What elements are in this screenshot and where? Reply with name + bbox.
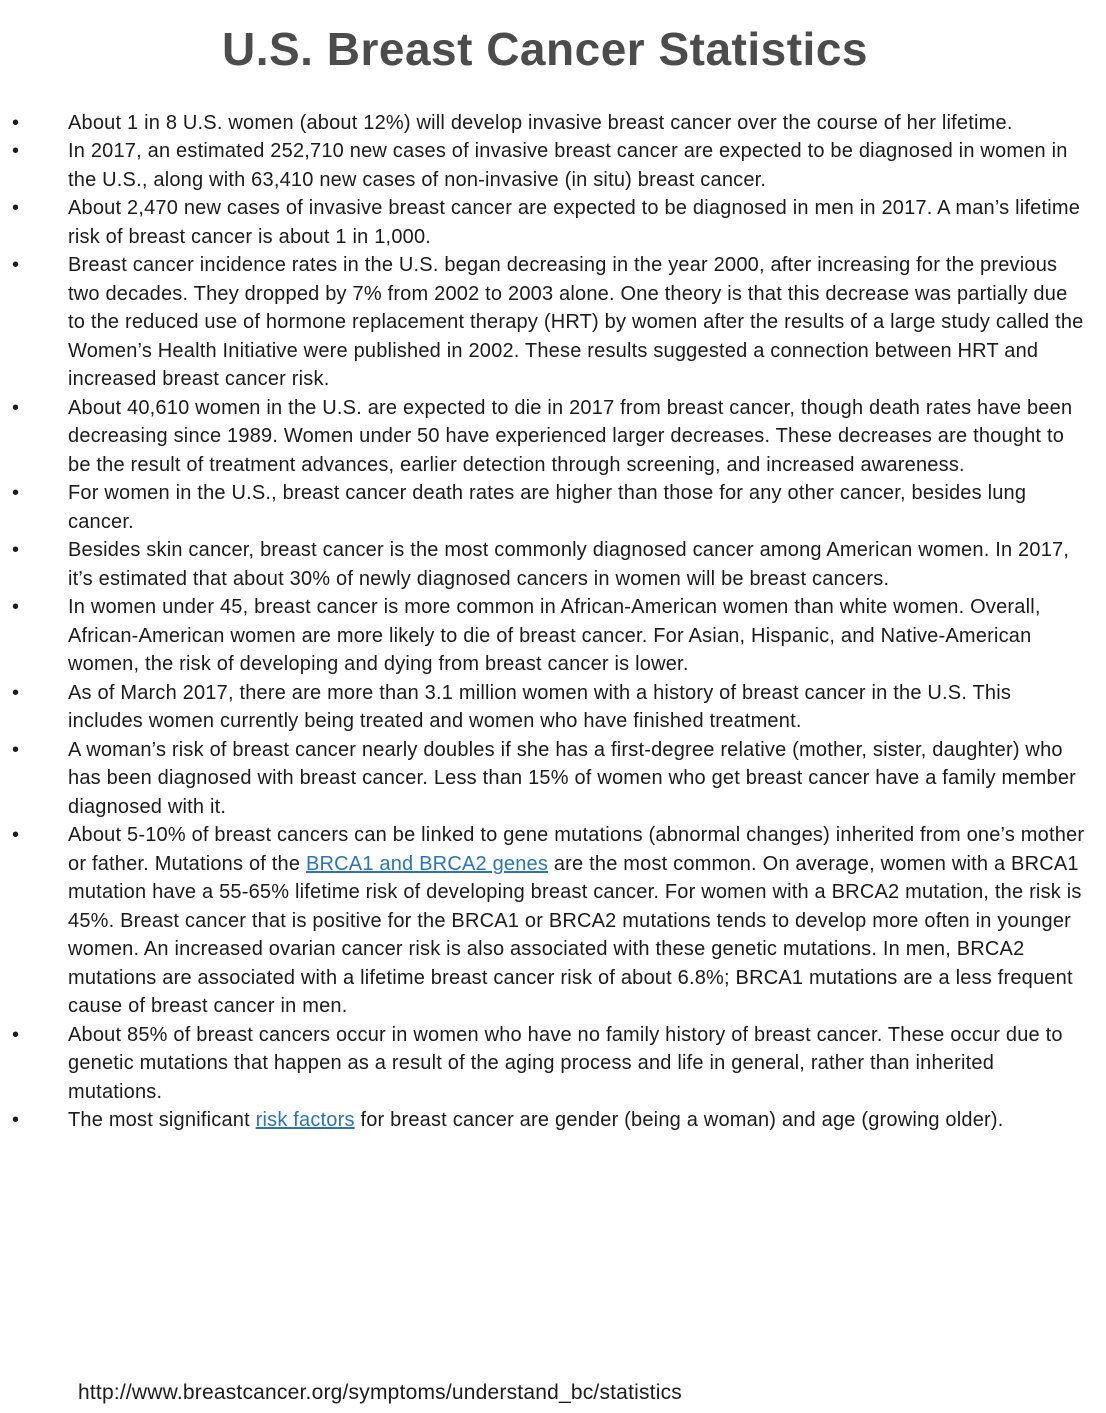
bullet-text: A woman’s risk of breast cancer nearly doubles if she has a first-degree relative (mother, sister, daughter) who has been diagnosed with breast cancer. Less than 15% of women who get breast cancer have a family member diagnosed with it. (68, 738, 1077, 818)
bullet-item (0, 109, 1090, 138)
bullet-text: The most significant risk factors for breast cancer are gender (being a woman) and age (growing older). (68, 1109, 1004, 1132)
bullet-text: About 5-10% of breast cancers can be linked to gene mutations (abnormal changes) inherited from one’s mother or father. Mutations of the BRCA1 and BRCA2 genes are the most common. On average, women with a BRCA1 mutation have a 55-65% lifetime risk of developing breast cancer. For women with a BRCA2 mutation, the risk is 45%. Breast cancer that is positive for the BRCA1 or BRCA2 mutations tends to develop more often in younger women. An increased ovarian cancer risk is also associated with these genetic mutations. In men, BRCA2 mutations are associated with a lifetime breast cancer risk of about 6.8%; BRCA1 mutations are a less frequent cause of breast cancer in men. (68, 824, 1085, 1018)
bullet-marker-icon: • (12, 539, 20, 562)
bullet-item (0, 394, 1090, 480)
bullet-text: Breast cancer incidence rates in the U.S. began decreasing in the year 2000, after increasing for the previous two decades. They dropped by 7% from 2002 to 2003 alone. One theory is that this decrease was partially due to the reduced use of hormone replacement therapy (HRT) by women after the results of a large study called the Women’s Health Initiative were published in 2002. These results suggested a connection between HRT and increased breast cancer risk. (68, 254, 1084, 391)
bullet-marker-icon: • (12, 396, 20, 419)
bullet-item (0, 1106, 1090, 1135)
bullet-text: About 85% of breast cancers occur in women who have no family history of breast cancer. These occur due to genetic mutations that happen as a result of the aging process and life in general, rather than inherited mutations. (68, 1023, 1063, 1103)
bullet-item (0, 137, 1090, 194)
bullet-text: In women under 45, breast cancer is more common in African-American women than white women. Overall, African-American women are more likely to die of breast cancer. For Asian, Hispanic, and Native-American women, the risk of developing and dying from breast cancer is lower. (68, 596, 1041, 676)
bullet-item (0, 251, 1090, 394)
inline-link[interactable]: BRCA1 and BRCA2 genes (305, 852, 549, 875)
bullet-marker-icon: • (12, 1109, 20, 1132)
bullet-marker-icon: • (12, 738, 20, 761)
bullet-marker-icon: • (12, 681, 20, 704)
bullet-marker-icon: • (12, 824, 20, 847)
bullet-marker-icon: • (12, 197, 20, 220)
source-url-text: http://www.breastcancer.org/symptoms/understand_bc/statistics (78, 1381, 682, 1404)
bullet-marker-icon: • (12, 482, 20, 505)
bullet-text: As of March 2017, there are more than 3.1 million women with a history of breast cancer in the U.S. This includes women currently being treated and women who have finished treatment. (68, 681, 1012, 733)
bullet-item (0, 536, 1090, 593)
bullet-marker-icon: • (12, 1023, 20, 1046)
inline-link[interactable]: risk factors (255, 1109, 355, 1132)
bullet-item (0, 194, 1090, 251)
bullet-text: About 2,470 new cases of invasive breast cancer are expected to be diagnosed in men in 2017. A man’s lifetime risk of breast cancer is about 1 in 1,000. (68, 197, 1081, 248)
bullet-list (0, 109, 1090, 1135)
bullet-marker-icon: • (12, 140, 20, 163)
bullet-marker-icon: • (12, 254, 20, 277)
bullet-marker-icon: • (12, 111, 20, 134)
page-title: U.S. Breast Cancer Statistics (222, 23, 868, 75)
bullet-text: For women in the U.S., breast cancer death rates are higher than those for any other cancer, besides lung cancer. (68, 482, 1027, 533)
bullet-item (0, 736, 1090, 822)
bullet-marker-icon: • (12, 596, 20, 619)
bullet-text: About 1 in 8 U.S. women (about 12%) will develop invasive breast cancer over the course of her lifetime. (68, 111, 1013, 134)
bullet-item (0, 593, 1090, 679)
bullet-item (0, 479, 1090, 536)
bullet-text: In 2017, an estimated 252,710 new cases of invasive breast cancer are expected to be diagnosed in women in the U.S., along with 63,410 new cases of non-invasive (in situ) breast cancer. (68, 140, 1068, 191)
bullet-item (0, 821, 1090, 1021)
bullet-item (0, 1021, 1090, 1107)
bullet-text: Besides skin cancer, breast cancer is the most commonly diagnosed cancer among American women. In 2017, it’s estimated that about 30% of newly diagnosed cancers in women will be breast cancers. (68, 539, 1070, 590)
bullet-item (0, 679, 1090, 736)
bullet-text: About 40,610 women in the U.S. are expected to die in 2017 from breast cancer, though death rates have been decreasing since 1989. Women under 50 have experienced larger decreases. These decreases are thought to be the result of treatment advances, earlier detection through screening, and increased awareness. (68, 396, 1073, 476)
